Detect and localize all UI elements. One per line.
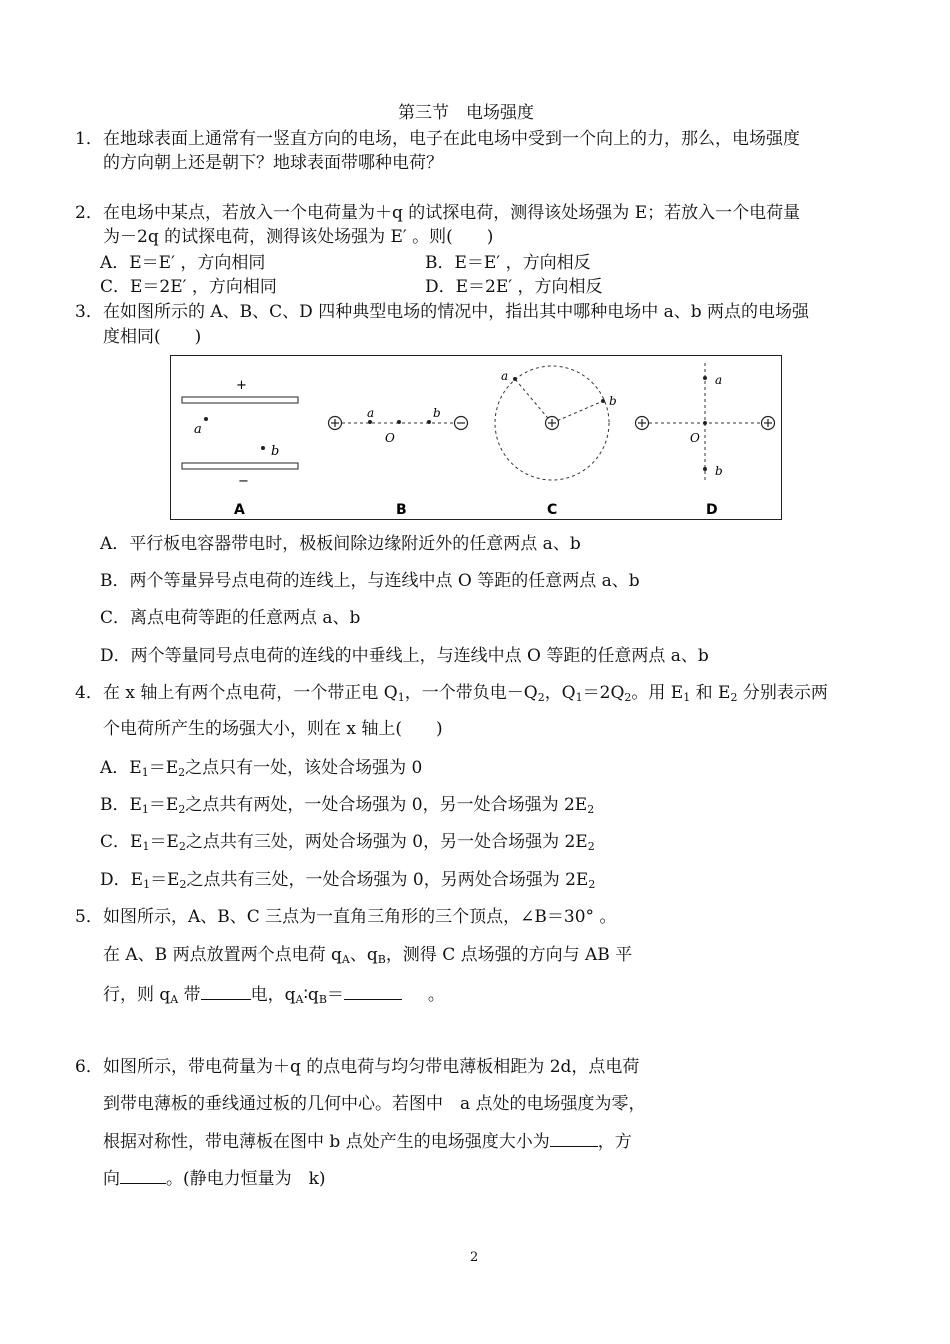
q4-option-c: C．$E_1=E_2$之点共有三处，两处合场强为 0，另一处合场强为 $2E_2$ [100,832,595,853]
panel-label-c: C [547,502,558,518]
label-a-panel-d: a [715,373,723,387]
q3-option-c: C．离点电荷等距的任意两点 a、b [100,608,361,628]
point-b-dot-panel-d [703,467,707,471]
q2-option-a: A．E＝E′ ，方向相同 [100,253,266,273]
q3-option-d: D．两个等量同号点电荷的连线的中垂线上，与连线中点 O 等距的任意两点 a、b [100,646,709,666]
q3-line2: 度相同( ) [103,327,202,347]
label-a-panel-c: a [501,369,509,383]
q6-line1: 如图所示，带电荷量为＋q 的点电荷与均匀带电薄板相距为 2d，点电荷 [103,1057,640,1077]
q1-line2: 的方向朝上还是朝下？地球表面带哪种电荷？ [103,153,443,173]
page-number: 2 [470,1250,479,1265]
panel-label-b: B [396,502,407,518]
upper-plate [182,397,298,403]
q5-line3: 行，则 $q_A$ 带 电，$q_A∶q_B=$ 。 [103,985,445,1006]
label-b-panel-b: b [433,406,441,420]
q4-number: 4． [75,683,103,703]
q4-option-b: B．$E_1=E_2$之点共有两处，一处合场强为 0，另一处合场强为 $2E_2$ [100,795,595,816]
q4-line2: 个电荷所产生的场强大小，则在 x 轴上( ) [103,719,443,739]
q1-line1: 在地球表面上通常有一竖直方向的电场，电子在此电场中受到一个向上的力，那么，电场强度 [103,129,800,149]
point-o-dot-panel-d [703,421,707,425]
point-a-dot-panel-d [703,376,707,380]
q6-blank-magnitude[interactable] [550,1130,598,1147]
q1-number: 1． [75,129,103,149]
q3-number: 3． [75,302,103,322]
q2-option-c: C．E＝2E′ ，方向相同 [100,277,277,297]
q2-line1: 在电场中某点，若放入一个电荷量为＋q 的试探电荷，测得该处场强为 E；若放入一个电荷量 [103,203,801,223]
point-o-dot-panel-b [397,420,401,424]
q5-blank-charge-sign[interactable] [201,983,251,1000]
label-b-panel-d: b [715,464,723,478]
point-b-dot-panel-c [601,399,605,403]
lower-plate [182,463,298,469]
q6-line3: 根据对称性，带电薄板在图中 b 点处产生的电场强度大小为 ，方 [103,1132,632,1152]
point-a-dot-panel-a [204,417,208,421]
q4-option-a: A．$E_1=E_2$之点只有一处，该处合场强为 0 [100,758,423,779]
q2-option-d: D．E＝2E′ ，方向相反 [425,277,603,297]
q4-option-d: D．$E_1=E_2$之点共有三处，一处合场强为 0，另两处合场强为 $2E_2$ [100,870,596,891]
label-o-panel-b: O [385,431,395,445]
q5-line2: 在 A、B 两点放置两个点电荷 $q_A$、$q_B$，测得 C 点场强的方向与 AB 平 [103,945,633,966]
plate-plus-sign: + [236,378,247,393]
label-a-panel-b: a [367,406,375,420]
label-b-panel-c: b [609,394,617,408]
panel-label-a: A [234,502,245,518]
plate-minus-sign: − [238,474,249,489]
q2-line2: 为－2q 的试探电荷，测得该处场强为 E′ 。则( ) [103,227,494,247]
label-a-panel-a: a [194,422,202,437]
point-b-dot-panel-b [427,420,431,424]
q3-option-b: B．两个等量异号点电荷的连线上，与连线中点 O 等距的任意两点 a、b [100,571,640,591]
q5-blank-ratio[interactable] [344,983,402,1000]
q6-number: 6． [75,1057,103,1077]
q6-line4: 向 。(静电力恒量为 k) [103,1169,326,1189]
q6-blank-direction[interactable] [120,1167,166,1184]
point-a-dot-panel-b [368,420,372,424]
q2-number: 2． [75,203,103,223]
point-a-dot-panel-c [513,377,517,381]
q3-line1: 在如图所示的 A、B、C、D 四种典型电场的情况中，指出其中哪种电场中 a、b 两点的电场强 [103,302,810,322]
q6-line2: 到带电薄板的垂线通过板的几何中心。若图中 a 点处的电场强度为零， [103,1094,646,1114]
q5-line1: 如图所示，A、B、C 三点为一直角三角形的三个顶点，∠B＝30° 。 [103,907,617,927]
label-b-panel-a: b [271,444,280,459]
q5-number: 5． [75,907,103,927]
electric-field-figure [170,355,782,520]
q3-option-a: A．平行板电容器带电时，极板间除边缘附近外的任意两点 a、b [100,534,581,554]
section-title: 第三节 电场强度 [398,103,534,123]
label-o-panel-d: O [690,431,700,445]
q2-option-b: B．E＝E′ ，方向相反 [425,253,591,273]
point-b-dot-panel-a [261,446,265,450]
panel-label-d: D [706,502,718,518]
q4-line1: 在 x 轴上有两个点电荷，一个带正电 $Q_1$，一个带负电$-Q_2$，$Q_1=2Q_2$。用 $E_1$ 和 $E_2$ 分别表示两 [103,683,828,704]
